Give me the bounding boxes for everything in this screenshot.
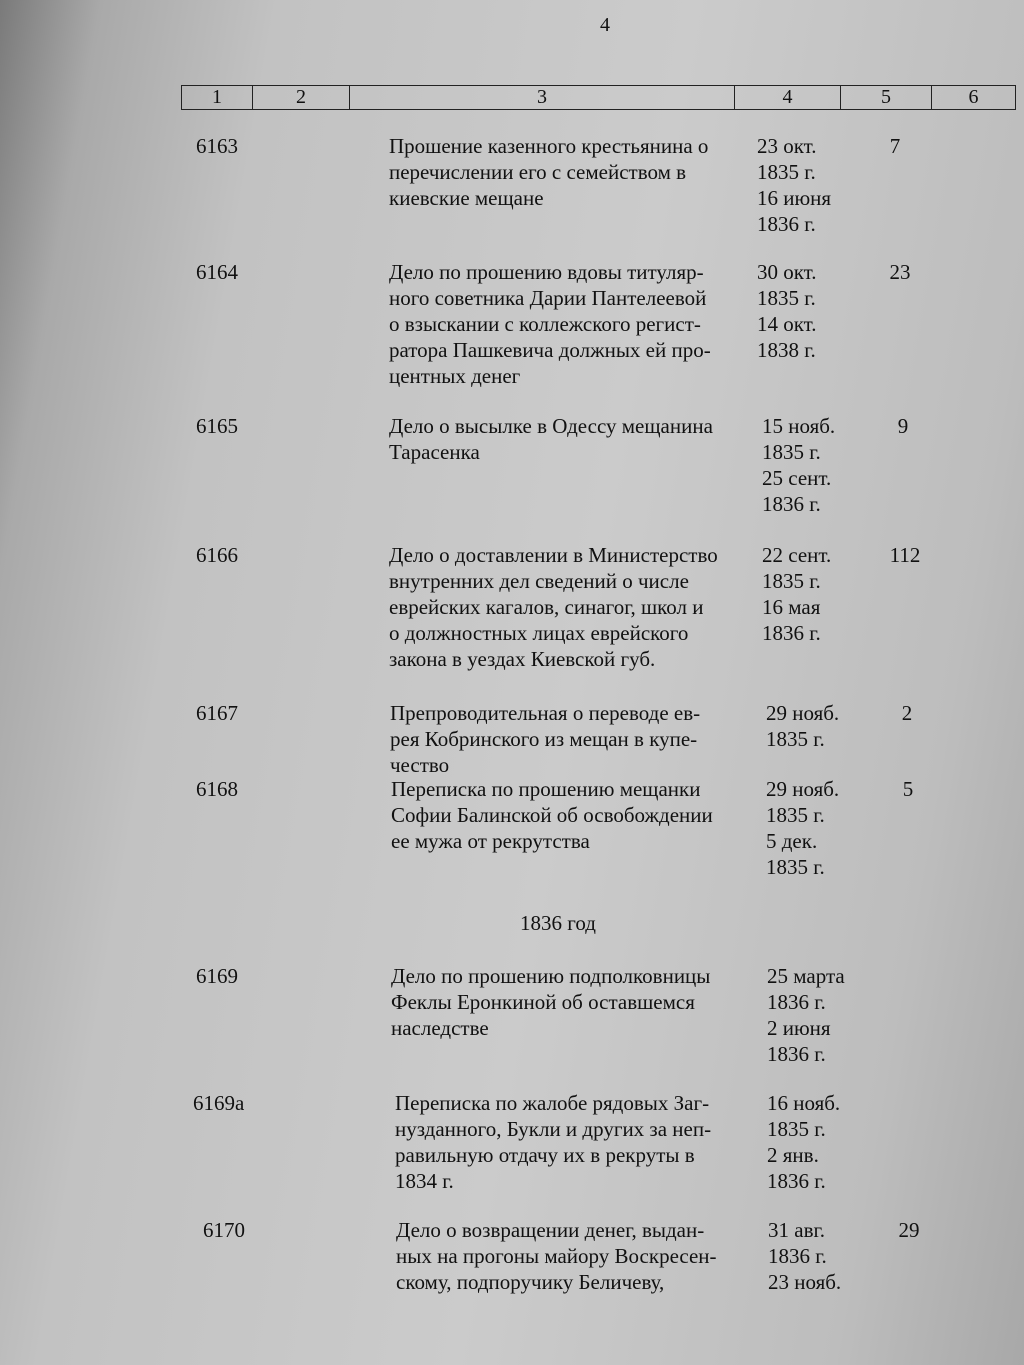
entry-title-line: нузданного, Букли и других за неп- bbox=[395, 1117, 712, 1141]
entry-number: 6165 bbox=[196, 414, 238, 438]
column-header-1: 1 bbox=[182, 86, 253, 109]
entry-date-line: 25 марта bbox=[767, 964, 845, 988]
entry-date-line: 1835 г. bbox=[762, 569, 821, 593]
entry-date-line: 1835 г. bbox=[766, 727, 825, 751]
entry-dates bbox=[766, 700, 876, 752]
entry-title-line: ратора Пашкевича должных ей про- bbox=[389, 338, 711, 362]
entry-date-line: 15 нояб. bbox=[762, 414, 836, 438]
entry-date-line: 1835 г. bbox=[762, 440, 821, 464]
entry-sheet-count: 23 bbox=[889, 260, 911, 284]
entry-number: 6168 bbox=[196, 777, 238, 801]
entry-sheet-count: 2 bbox=[901, 701, 913, 725]
column-header-2: 2 bbox=[253, 86, 350, 109]
entry-number: 6170 bbox=[203, 1218, 245, 1242]
entry-title-line: Дело по прошению подполковницы bbox=[391, 964, 711, 988]
entry-title bbox=[390, 700, 750, 778]
entry-number: 6167 bbox=[196, 701, 238, 725]
entry-number: 6163 bbox=[196, 134, 238, 158]
entry-date-line: 1835 г. bbox=[757, 286, 816, 310]
entry-date-line: 1836 г. bbox=[767, 990, 826, 1014]
entry-title-line: равильную отдачу их в рекруты в bbox=[395, 1143, 695, 1167]
entry-dates bbox=[767, 1090, 877, 1194]
entry-dates bbox=[768, 1217, 878, 1295]
entry-date-line: 2 июня bbox=[767, 1016, 831, 1040]
entry-title bbox=[396, 1217, 756, 1295]
entry-date-line: 16 нояб. bbox=[767, 1091, 841, 1115]
entry-date-line: 1835 г. bbox=[766, 803, 825, 827]
entry-title-line: о должностных лицах еврейского bbox=[389, 621, 689, 645]
entry-date-line: 25 сент. bbox=[762, 466, 832, 490]
entry-title-line: Переписка по прошению мещанки bbox=[391, 777, 701, 801]
column-header-4: 4 bbox=[735, 86, 841, 109]
entry-title-line: Препроводительная о переводе ев- bbox=[390, 701, 701, 725]
entry-date-line: 16 мая bbox=[762, 595, 821, 619]
entry-title-line: Прошение казенного крестьянина о bbox=[389, 134, 709, 158]
entry-number: 6169 bbox=[196, 964, 238, 988]
entry-title bbox=[389, 133, 749, 211]
column-header-5: 5 bbox=[841, 86, 932, 109]
entry-sheet-count: 112 bbox=[889, 543, 921, 567]
page-number: 4 bbox=[600, 14, 610, 36]
entry-sheet-count: 9 bbox=[897, 414, 909, 438]
entry-title-line: ных на прогоны майору Воскресен- bbox=[396, 1244, 717, 1268]
entry-title bbox=[391, 963, 751, 1041]
entry-title-line: киевские мещане bbox=[389, 186, 544, 210]
column-header-3: 3 bbox=[350, 86, 735, 109]
entry-dates bbox=[766, 776, 876, 880]
entry-date-line: 1836 г. bbox=[767, 1042, 826, 1066]
entry-date-line: 5 дек. bbox=[766, 829, 818, 853]
entry-title-line: Тарасенка bbox=[389, 440, 480, 464]
entry-title bbox=[389, 542, 749, 672]
entry-date-line: 29 нояб. bbox=[766, 777, 840, 801]
entry-title-line: скому, подпоручику Беличеву, bbox=[396, 1270, 665, 1294]
entry-date-line: 1836 г. bbox=[762, 621, 821, 645]
entry-date-line: 29 нояб. bbox=[766, 701, 840, 725]
entry-title bbox=[395, 1090, 755, 1194]
entry-title-line: центных денег bbox=[389, 364, 521, 388]
entry-date-line: 1836 г. bbox=[768, 1244, 827, 1268]
column-header-6: 6 bbox=[968, 86, 979, 108]
entry-date-line: 2 янв. bbox=[767, 1143, 819, 1167]
entry-number: 6164 bbox=[196, 260, 238, 284]
entry-date-line: 16 июня bbox=[757, 186, 832, 210]
entry-dates bbox=[757, 133, 867, 237]
entry-date-line: 1836 г. bbox=[767, 1169, 826, 1193]
entry-title-line: рея Кобринского из мещан в купе- bbox=[390, 727, 698, 751]
entry-title bbox=[391, 776, 751, 854]
entry-sheet-count: 5 bbox=[902, 777, 914, 801]
year-heading: 1836 год bbox=[520, 911, 596, 935]
entry-title-line: Дело о возвращении денег, выдан- bbox=[396, 1218, 705, 1242]
entry-date-line: 31 авг. bbox=[768, 1218, 825, 1242]
entry-title-line: перечислении его с семейством в bbox=[389, 160, 687, 184]
entry-date-line: 23 окт. bbox=[757, 134, 817, 158]
entry-sheet-count: 29 bbox=[898, 1218, 920, 1242]
entry-title-line: ее мужа от рекрутства bbox=[391, 829, 590, 853]
entry-dates bbox=[767, 963, 877, 1067]
entry-title-line: Дело о доставлении в Министерство bbox=[389, 543, 718, 567]
entry-date-line: 1838 г. bbox=[757, 338, 816, 362]
entry-title-line: Переписка по жалобе рядовых Заг- bbox=[395, 1091, 710, 1115]
entry-title-line: наследстве bbox=[391, 1016, 489, 1040]
entry-date-line: 1835 г. bbox=[757, 160, 816, 184]
entry-title bbox=[389, 259, 749, 389]
entry-date-line: 23 нояб. bbox=[768, 1270, 842, 1294]
entry-date-line: 1836 г. bbox=[757, 212, 816, 236]
entry-title-line: закона в уездах Киевской губ. bbox=[389, 647, 656, 671]
entry-date-line: 14 окт. bbox=[757, 312, 817, 336]
entry-title-line: Дело по прошению вдовы титуляр- bbox=[389, 260, 704, 284]
entry-title-line: Софии Балинской об освобождении bbox=[391, 803, 713, 827]
entry-number: 6169а bbox=[193, 1091, 245, 1115]
entry-date-line: 1836 г. bbox=[762, 492, 821, 516]
entry-title-line: ного советника Дарии Пантелеевой bbox=[389, 286, 707, 310]
entry-title-line: 1834 г. bbox=[395, 1169, 454, 1193]
entry-title-line: внутренних дел сведений о числе bbox=[389, 569, 689, 593]
entry-title-line: о взыскании с коллежского регист- bbox=[389, 312, 701, 336]
column-header-row bbox=[181, 85, 1016, 110]
entry-number: 6166 bbox=[196, 543, 238, 567]
entry-date-line: 22 сент. bbox=[762, 543, 832, 567]
entry-dates bbox=[762, 542, 872, 646]
entry-title bbox=[389, 413, 749, 465]
entry-title-line: чество bbox=[390, 753, 450, 777]
entry-dates bbox=[757, 259, 867, 363]
entry-date-line: 1835 г. bbox=[767, 1117, 826, 1141]
entry-title-line: Феклы Еронкиной об оставшемся bbox=[391, 990, 695, 1014]
entry-date-line: 1835 г. bbox=[766, 855, 825, 879]
entry-date-line: 30 окт. bbox=[757, 260, 817, 284]
entry-title-line: еврейских кагалов, синагог, школ и bbox=[389, 595, 704, 619]
entry-dates bbox=[762, 413, 872, 517]
entry-sheet-count: 7 bbox=[889, 134, 901, 158]
entry-title-line: Дело о высылке в Одессу мещанина bbox=[389, 414, 713, 438]
